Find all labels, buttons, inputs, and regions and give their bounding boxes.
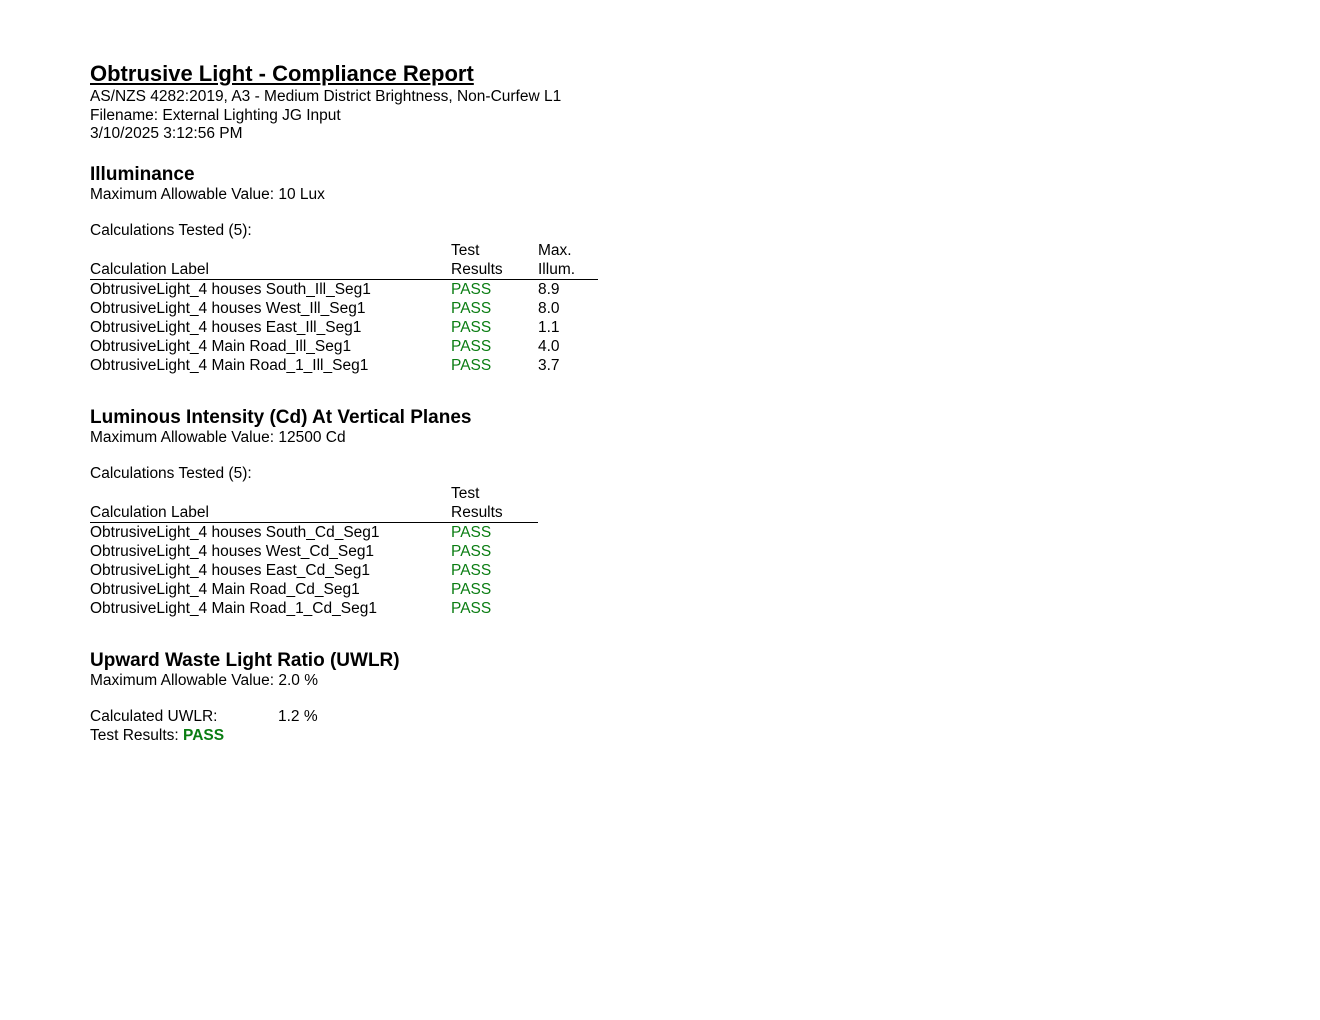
calculation-label: ObtrusiveLight_4 houses East_Ill_Seg1 [90,318,362,336]
table-row [90,356,598,375]
test-result: PASS [451,280,492,298]
table-row [90,299,598,318]
illuminance-table [90,241,598,375]
table-row [90,279,598,299]
test-result: PASS [451,580,492,598]
table-row [90,337,598,356]
uwlr-section [90,650,790,746]
report-datetime: 3/10/2025 3:12:56 PM [90,125,243,142]
uwlr-test-results-label: Test Results: [90,726,179,744]
table-row [90,580,538,599]
uwlr-test-result: PASS [183,726,225,744]
illuminance-header-row [90,260,598,280]
report-page [90,60,790,745]
calculation-label: ObtrusiveLight_4 houses West_Ill_Seg1 [90,299,366,317]
table-row [90,599,538,618]
luminous-header-row [90,503,538,523]
calculation-label: ObtrusiveLight_4 houses South_Cd_Seg1 [90,523,380,541]
header-max-top: Max. [538,241,572,259]
calculation-label: ObtrusiveLight_4 Main Road_1_Cd_Seg1 [90,599,377,617]
calculation-label: ObtrusiveLight_4 Main Road_1_Ill_Seg1 [90,356,369,374]
max-illum-value: 1.1 [538,318,560,336]
luminous-max-allowable: Maximum Allowable Value: 12500 Cd [90,428,346,446]
uwlr-test-results-row [90,727,790,746]
max-illum-value: 8.9 [538,280,560,298]
header-max-illum: Illum. [538,260,576,278]
test-result: PASS [451,561,492,579]
uwlr-calculated-row [90,708,790,727]
calculation-label: ObtrusiveLight_4 houses South_Ill_Seg1 [90,280,371,298]
test-result: PASS [451,523,492,541]
header-test-top: Test [451,484,480,502]
luminous-header-top [90,484,538,503]
uwlr-max-allowable: Maximum Allowable Value: 2.0 % [90,671,319,689]
illuminance-calculations-tested: Calculations Tested (5): [90,222,252,239]
calculation-label: ObtrusiveLight_4 houses East_Cd_Seg1 [90,561,371,579]
header-test-top: Test [451,241,480,259]
table-row [90,542,538,561]
illuminance-header-top [90,241,598,260]
calculation-label: ObtrusiveLight_4 Main Road_Cd_Seg1 [90,580,360,598]
calculation-label: ObtrusiveLight_4 Main Road_Ill_Seg1 [90,337,352,355]
illuminance-section [90,164,790,375]
report-title: Obtrusive Light - Compliance Report [90,61,474,86]
uwlr-calculated-label: Calculated UWLR: [90,708,218,725]
table-row [90,561,538,580]
header-test-results: Results [451,260,503,278]
test-result: PASS [451,356,492,374]
test-result: PASS [451,599,492,617]
luminous-section [90,407,790,618]
header-calculation-label: Calculation Label [90,503,209,521]
test-result: PASS [451,542,492,560]
uwlr-title: Upward Waste Light Ratio (UWLR) [90,649,400,671]
calculation-label: ObtrusiveLight_4 houses West_Cd_Seg1 [90,542,375,560]
table-row [90,522,538,542]
test-result: PASS [451,318,492,336]
uwlr-calculated-value: 1.2 % [278,708,318,725]
report-filename: Filename: External Lighting JG Input [90,106,341,124]
luminous-table [90,484,538,618]
header-calculation-label: Calculation Label [90,260,209,278]
max-illum-value: 3.7 [538,356,560,374]
illuminance-max-allowable: Maximum Allowable Value: 10 Lux [90,185,325,203]
header-test-results: Results [451,503,503,521]
max-illum-value: 4.0 [538,337,560,355]
luminous-title: Luminous Intensity (Cd) At Vertical Planes [90,406,472,428]
illuminance-title: Illuminance [90,163,195,185]
report-standard: AS/NZS 4282:2019, A3 - Medium District Brightness, Non-Curfew L1 [90,88,562,105]
test-result: PASS [451,299,492,317]
max-illum-value: 8.0 [538,299,560,317]
luminous-calculations-tested: Calculations Tested (5): [90,465,252,482]
table-row [90,318,598,337]
test-result: PASS [451,337,492,355]
